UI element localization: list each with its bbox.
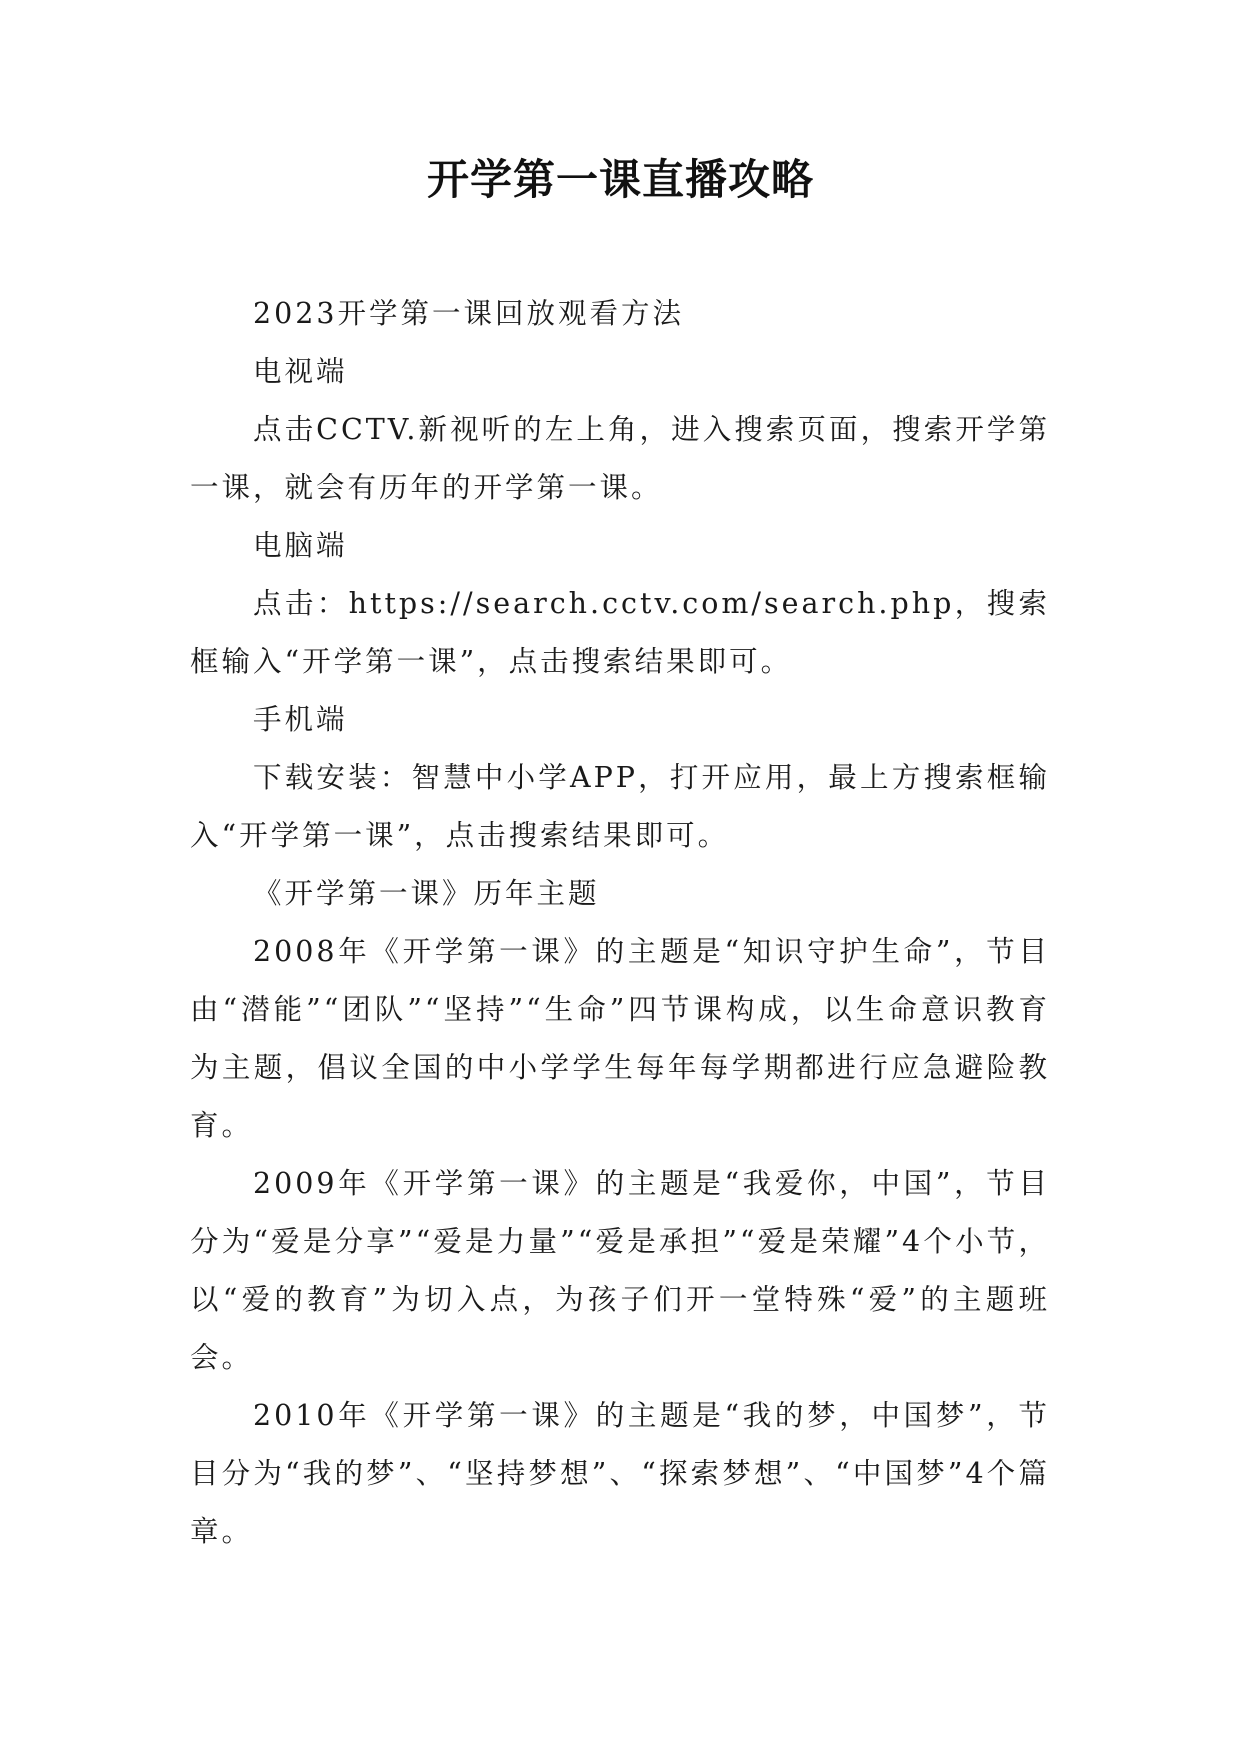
paragraph-replay-heading: 2023开学第一课回放观看方法 xyxy=(253,297,685,330)
paragraph-tv-instructions: 点击CCTV.新视听的左上角，进入搜索页面，搜索开学第一课，就会有历年的开学第一课。 xyxy=(190,413,1050,504)
paragraph-theme-2010: 2010年《开学第一课》的主题是“我的梦，中国梦”，节目分为“我的梦”、“坚持梦想”、“探索梦想”、“中国梦”4个篇章。 xyxy=(190,1399,1050,1548)
paragraph-theme-2009: 2009年《开学第一课》的主题是“我爱你，中国”，节目分为“爱是分享”“爱是力量”“爱是承担”“爱是荣耀”4个小节，以“爱的教育”为切入点，为孩子们开一堂特殊“爱”的主题班会。 xyxy=(190,1167,1050,1374)
paragraph-pc-heading: 电脑端 xyxy=(253,529,348,562)
document-title: 开学第一课直播攻略 xyxy=(426,155,814,204)
paragraph-theme-2008: 2008年《开学第一课》的主题是“知识守护生命”，节目由“潜能”“团队”“坚持”“生命”四节课构成，以生命意识教育为主题，倡议全国的中小学学生每年每学期都进行应急避险教育。 xyxy=(190,935,1050,1142)
paragraph-pc-instructions: 点击：https://search.cctv.com/search.php，搜索框输入“开学第一课”，点击搜索结果即可。 xyxy=(190,587,1050,678)
paragraph-mobile-heading: 手机端 xyxy=(253,703,348,736)
document-body xyxy=(190,285,1050,1561)
paragraph-themes-heading: 《开学第一课》历年主题 xyxy=(253,877,600,910)
paragraph-mobile-instructions: 下载安装：智慧中小学APP，打开应用，最上方搜索框输入“开学第一课”，点击搜索结果即可。 xyxy=(190,761,1050,852)
paragraph-tv-heading: 电视端 xyxy=(253,355,348,388)
